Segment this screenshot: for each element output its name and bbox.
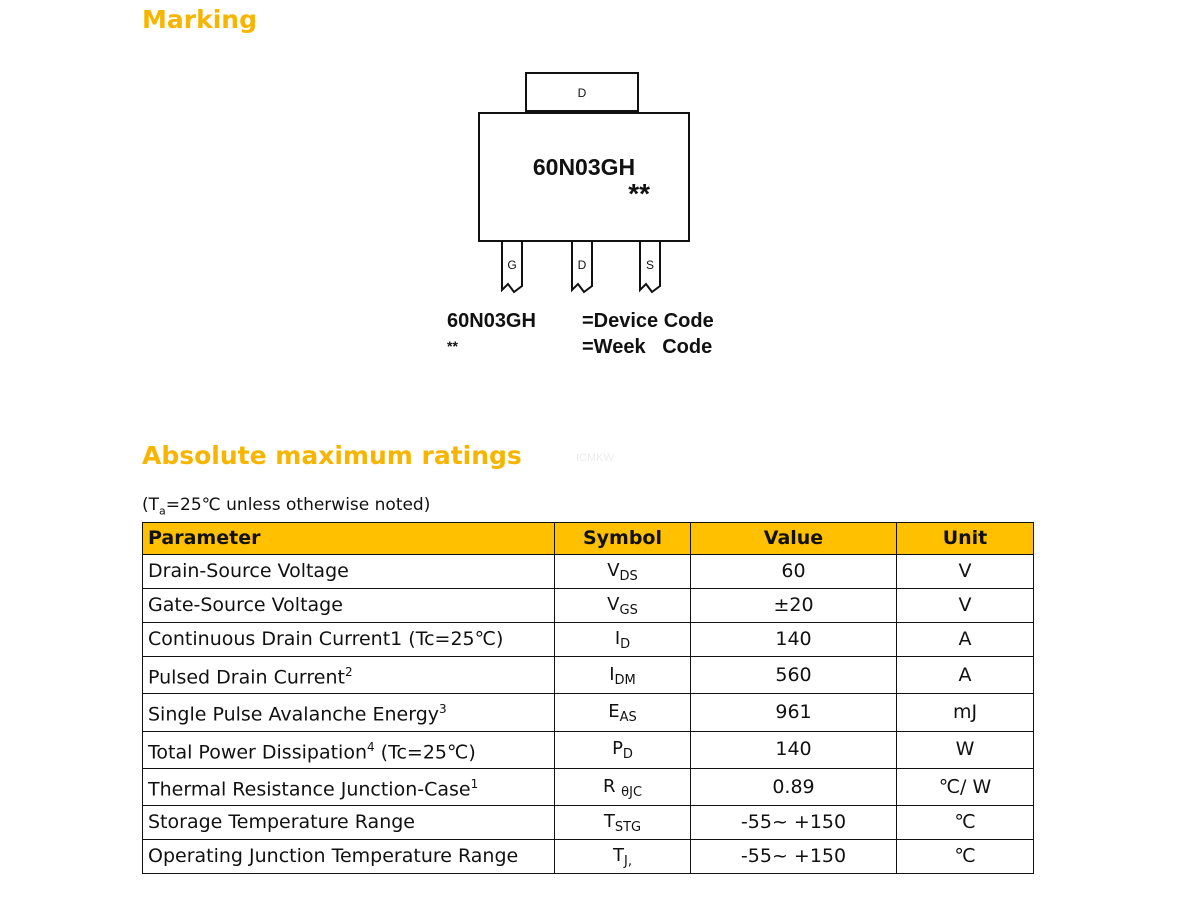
cell-parameter: Pulsed Drain Current$^2$ xyxy=(143,657,555,694)
cell-symbol: R $_{\theta JC}$ xyxy=(555,768,691,805)
cell-unit: W xyxy=(897,731,1034,768)
cell-parameter: Storage Temperature Range xyxy=(143,806,555,840)
watermark: ICMKW xyxy=(576,452,614,464)
table-row xyxy=(143,657,1034,694)
cell-symbol: $T_{J,}$ xyxy=(555,840,691,874)
cell-symbol: $I_{DM}$ xyxy=(555,657,691,694)
lead-source-label: S xyxy=(645,258,654,272)
cell-value: -55~ +150 xyxy=(691,806,897,840)
lead-gate xyxy=(500,242,524,290)
cell-parameter: Thermal Resistance Junction-Case$^1$ xyxy=(143,768,555,805)
ratings-heading: Absolute maximum ratings xyxy=(142,441,522,470)
legend-desc-device: =Device Code xyxy=(582,310,714,332)
cell-unit: A xyxy=(897,657,1034,694)
cell-parameter: Total Power Dissipation$^4$ (Tc=25℃) xyxy=(143,731,555,768)
tab-pin-label: D xyxy=(577,86,587,100)
cell-parameter: Continuous Drain Current1 (Tc=25℃) xyxy=(143,623,555,657)
legend-code-device: 60N03GH xyxy=(447,310,536,332)
cell-unit: ℃/ W xyxy=(897,768,1034,805)
lead-drain-label: D xyxy=(577,258,587,272)
cell-value: ±20 xyxy=(691,589,897,623)
ratings-table xyxy=(142,522,1034,874)
table-row xyxy=(143,731,1034,768)
cell-unit: ℃ xyxy=(897,840,1034,874)
cell-unit: mJ xyxy=(897,694,1034,731)
cell-parameter: Operating Junction Temperature Range xyxy=(143,840,555,874)
col-unit: Unit xyxy=(897,523,1034,555)
col-parameter: Parameter xyxy=(143,523,555,555)
cell-unit: V xyxy=(897,555,1034,589)
table-row xyxy=(143,694,1034,731)
cell-value: 140 xyxy=(691,731,897,768)
package-tab xyxy=(525,72,639,112)
lead-source xyxy=(638,242,662,290)
part-number-marking: 60N03GH xyxy=(532,154,636,180)
cell-symbol: $V_{GS}$ xyxy=(555,589,691,623)
cell-parameter: Gate-Source Voltage xyxy=(143,589,555,623)
table-row xyxy=(143,623,1034,657)
table-row xyxy=(143,806,1034,840)
cell-symbol: $T_{STG}$ xyxy=(555,806,691,840)
table-row xyxy=(143,840,1034,874)
col-value: Value xyxy=(691,523,897,555)
week-code-marking: ** xyxy=(628,178,650,209)
table-header-row xyxy=(143,523,1034,555)
cell-unit: V xyxy=(897,589,1034,623)
cell-value: -55~ +150 xyxy=(691,840,897,874)
conditions-note: ($T_a=25℃$ unless otherwise noted) xyxy=(142,495,431,518)
cell-symbol: $I_D$ xyxy=(555,623,691,657)
cell-symbol: $E_{AS}$ xyxy=(555,694,691,731)
cell-value: 60 xyxy=(691,555,897,589)
cell-value: 0.89 xyxy=(691,768,897,805)
cell-parameter: Drain-Source Voltage xyxy=(143,555,555,589)
legend-code-week: ** xyxy=(447,338,458,354)
cell-value: 560 xyxy=(691,657,897,694)
lead-drain xyxy=(570,242,594,290)
table-row xyxy=(143,768,1034,805)
cell-parameter: Single Pulse Avalanche Energy$^3$ xyxy=(143,694,555,731)
cell-symbol: $P_D$ xyxy=(555,731,691,768)
table-row xyxy=(143,589,1034,623)
cell-value: 961 xyxy=(691,694,897,731)
cell-unit: ℃ xyxy=(897,806,1034,840)
cell-symbol: $V_{DS}$ xyxy=(555,555,691,589)
package-body xyxy=(478,112,690,242)
cell-unit: A xyxy=(897,623,1034,657)
table-row xyxy=(143,555,1034,589)
cell-value: 140 xyxy=(691,623,897,657)
col-symbol: Symbol xyxy=(555,523,691,555)
marking-heading: Marking xyxy=(142,5,257,34)
legend-desc-week: =Week Code xyxy=(582,336,713,358)
lead-gate-label: G xyxy=(507,258,517,272)
